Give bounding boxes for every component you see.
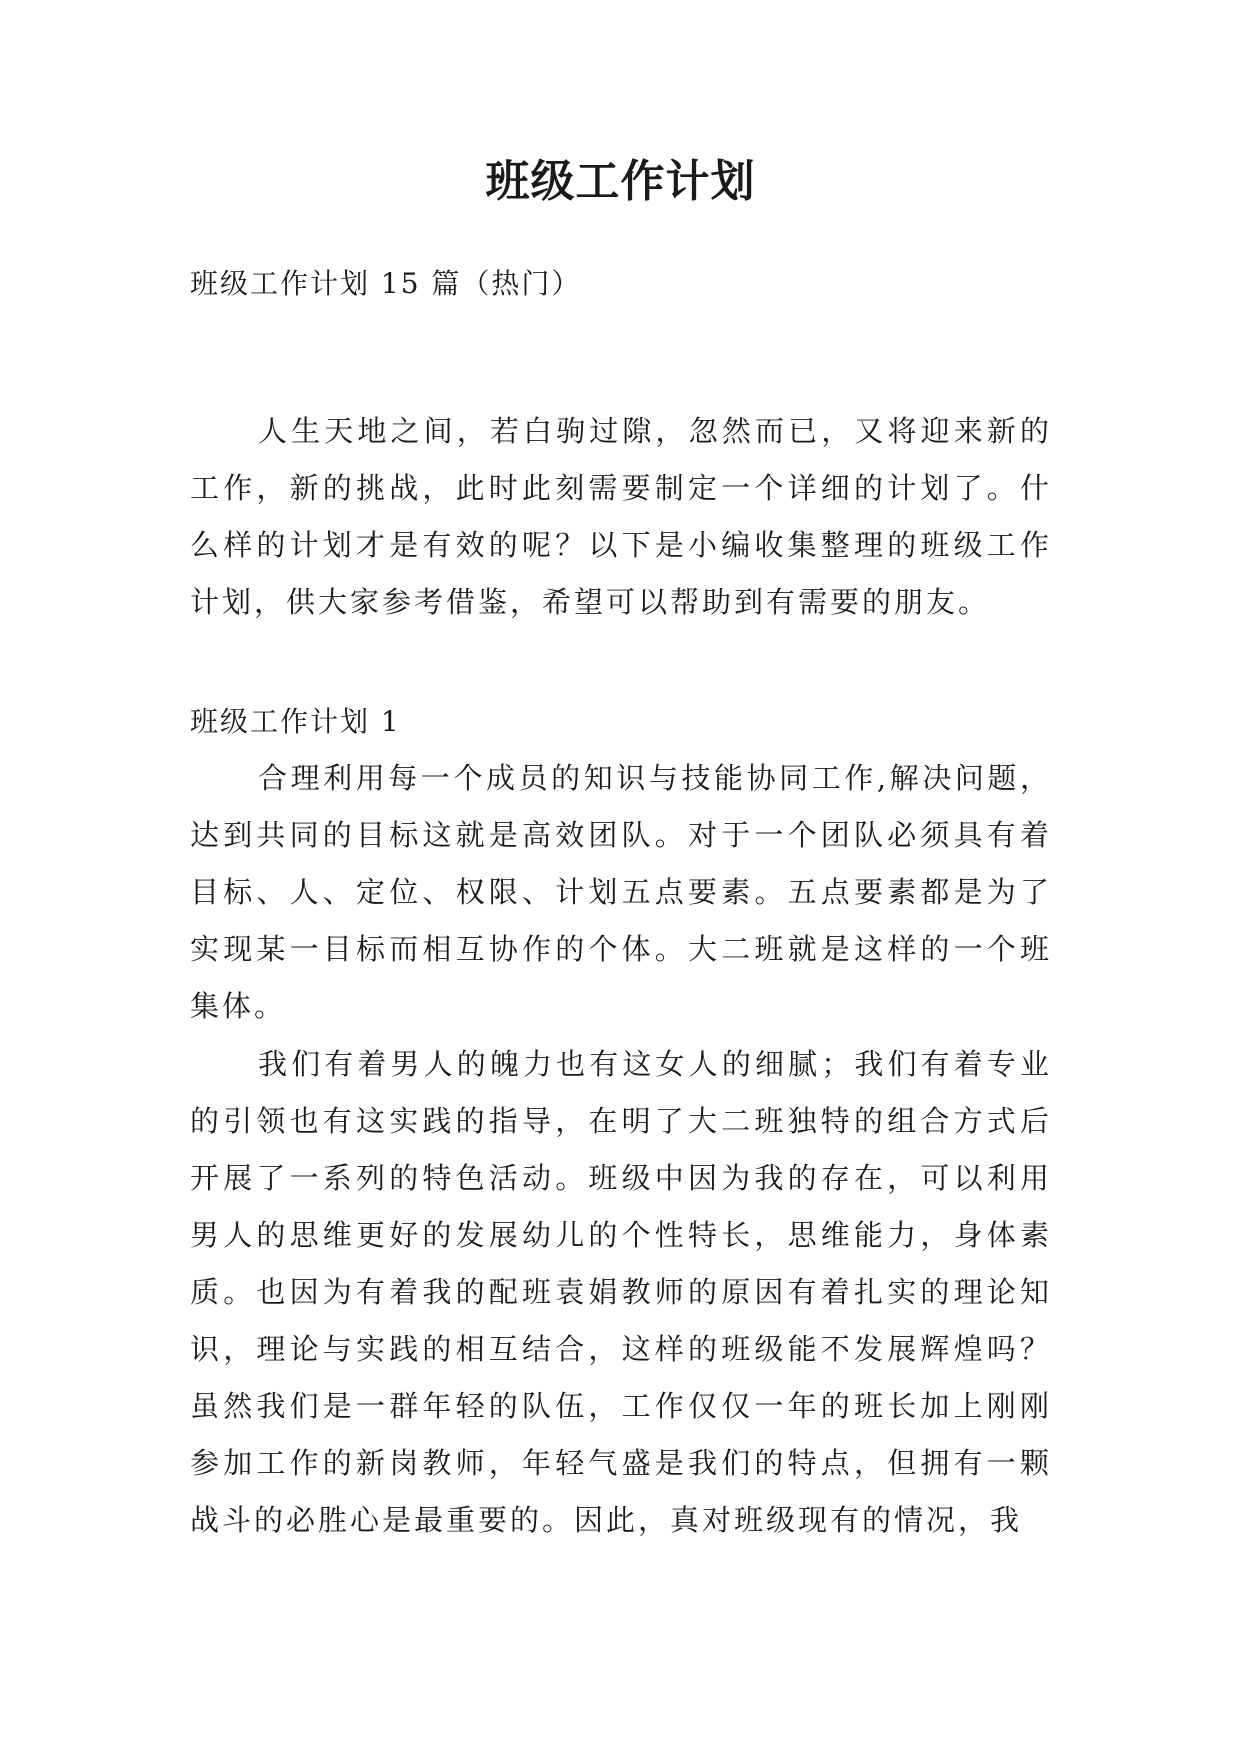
intro-paragraph: 人生天地之间，若白驹过隙，忽然而已，又将迎来新的工作，新的挑战，此时此刻需要制定一个详细的计划了。什么样的计划才是有效的呢？以下是小编收集整理的班级工作计划，供大家参考借鉴，希望可以帮助到有需要的朋友。 [190,414,1052,619]
body-paragraph: 合理利用每一个成员的知识与技能协同工作,解决问题，达到共同的目标这就是高效团队。对于一个团队必须具有着目标、人、定位、权限、计划五点要素。五点要素都是为了实现某一目标而相互协作的个体。大二班就是这样的一个班集体。 [190,761,1052,1023]
document-subtitle: 班级工作计划 15 篇（热门） [190,267,582,300]
document-title: 班级工作计划 [485,156,756,207]
body-paragraph: 我们有着男人的魄力也有这女人的细腻；我们有着专业的引领也有这实践的指导，在明了大二班独特的组合方式后开展了一系列的特色活动。班级中因为我的存在，可以利用男人的思维更好的发展幼儿的个性特长，思维能力，身体素质。也因为有着我的配班袁娟教师的原因有着扎实的理论知识，理论与实践的相互结合，这样的班级能不发展辉煌吗？虽然我们是一群年轻的队伍，工作仅仅一年的班长加上刚刚参加工作的新岗教师，年轻气盛是我们的特点，但拥有一颗战斗的必胜心是最重要的。因此，真对班级现有的情况，我 [190,1047,1052,1537]
section-heading: 班级工作计划 1 [190,705,401,738]
